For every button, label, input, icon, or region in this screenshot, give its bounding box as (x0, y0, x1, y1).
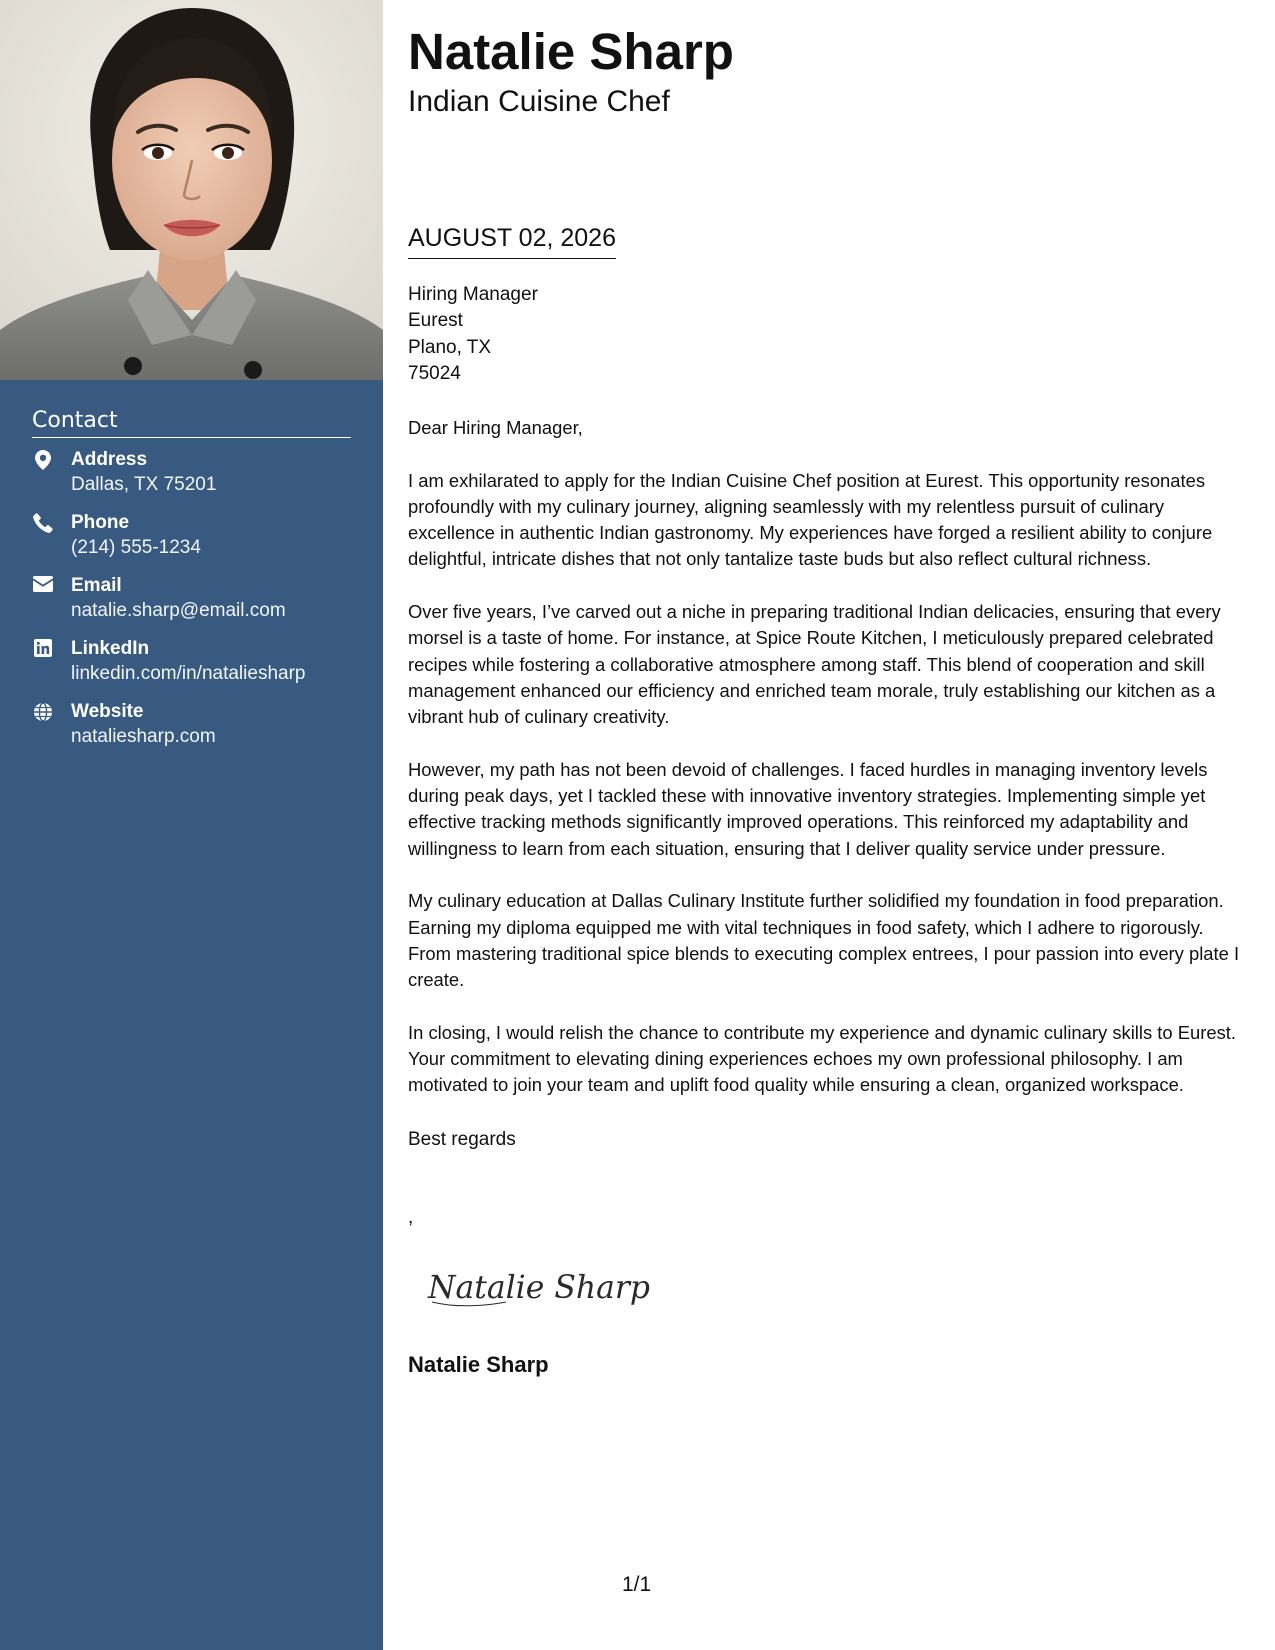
body-paragraph: However, my path has not been devoid of challenges. I faced hurdles in managing inventory levels during peak days, yet I tackled these with innovative inventory strategies. Implementing simple yet effective tracking methods significantly improved operations. This reinforced my adaptability and willingness to learn from each situation, ensuring that I deliver quality service under pressure. (408, 758, 1208, 859)
envelope-icon (32, 576, 54, 598)
salutation: Dear Hiring Manager, (408, 417, 583, 438)
body-paragraph: In closing, I would relish the chance to contribute my experience and dynamic culinary skills to Eurest. Your commitment to elevating dining experiences echoes my own professional philosophy. I am motivated to join your team and uplift food quality while ensuring a clean, organized workspace. (408, 1021, 1236, 1096)
address-value: Dallas, TX 75201 (71, 474, 217, 496)
linkedin-value[interactable]: linkedin.com/in/nataliesharp (71, 663, 306, 685)
phone-value: (214) 555-1234 (71, 537, 201, 559)
sidebar (0, 0, 383, 1650)
contact-label: Address (71, 449, 148, 471)
svg-text:Natalie Sharp: Natalie Sharp (427, 1268, 650, 1306)
body-paragraph: My culinary education at Dallas Culinary Institute further solidified my foundation in food preparation. Earning my diploma equipped me with vital techniques in food safety, which I adhere to rigorously. From mastering traditional spice blends to executing complex entrees, I pour passion into every plate I create. (408, 890, 1240, 991)
signer-name: Natalie Sharp (408, 1352, 549, 1377)
contact-item-website (32, 700, 351, 749)
contact-label: Email (71, 575, 122, 597)
applicant-title: Indian Cuisine Chef (408, 85, 670, 118)
contact-section (32, 408, 351, 763)
contact-item-phone (32, 511, 351, 560)
closing-comma: , (408, 1207, 414, 1228)
letter-body (408, 415, 1248, 1125)
closing: Best regards (408, 1129, 516, 1150)
recipient-line: Hiring Manager (408, 284, 538, 305)
recipient-block (408, 282, 538, 387)
location-pin-icon (32, 450, 54, 472)
globe-icon (32, 702, 54, 724)
recipient-line: Plano, TX (408, 336, 492, 358)
contact-heading: Contact (32, 408, 351, 438)
recipient-line: 75024 (408, 362, 461, 384)
body-paragraph: Over five years, I’ve carved out a niche in preparing traditional Indian delicacies, ensuring that every morsel is a taste of home. For instance, at Spice Route Kitchen, I meticulously prepared celebrated recipes while fostering a collaborative atmosphere among staff. This blend of cooperation and skill management enhanced our efficiency and enriched team morale, truly establishing our kitchen as a vibrant hub of culinary creativity. (408, 601, 1221, 728)
phone-icon (32, 513, 54, 535)
linkedin-icon (32, 639, 54, 661)
recipient-line: Eurest (408, 310, 463, 332)
portrait-photo (0, 0, 383, 380)
contact-item-email (32, 574, 351, 623)
body-paragraph: I am exhilarated to apply for the Indian Cuisine Chef position at Eurest. This opportunity resonates profoundly with my culinary journey, aligning seamlessly with my relentless pursuit of culinary excellence in authentic Indian gastronomy. My experiences have forged a resilient ability to conjure delightful, intricate dishes that not only tantalize taste buds but also reflect cultural richness. (408, 469, 1213, 570)
contact-item-linkedin (32, 637, 351, 686)
email-value[interactable]: natalie.sharp@email.com (71, 600, 286, 622)
contact-item-address (32, 448, 351, 497)
letter-date: AUGUST 02, 2026 (408, 222, 616, 259)
contact-label: Website (71, 701, 144, 723)
website-value[interactable]: nataliesharp.com (71, 726, 216, 748)
contact-label: Phone (71, 512, 130, 534)
applicant-name: Natalie Sharp (408, 23, 734, 80)
contact-label: LinkedIn (71, 638, 150, 660)
page-number: 1/1 (622, 1573, 652, 1596)
handwritten-signature (426, 1262, 666, 1312)
